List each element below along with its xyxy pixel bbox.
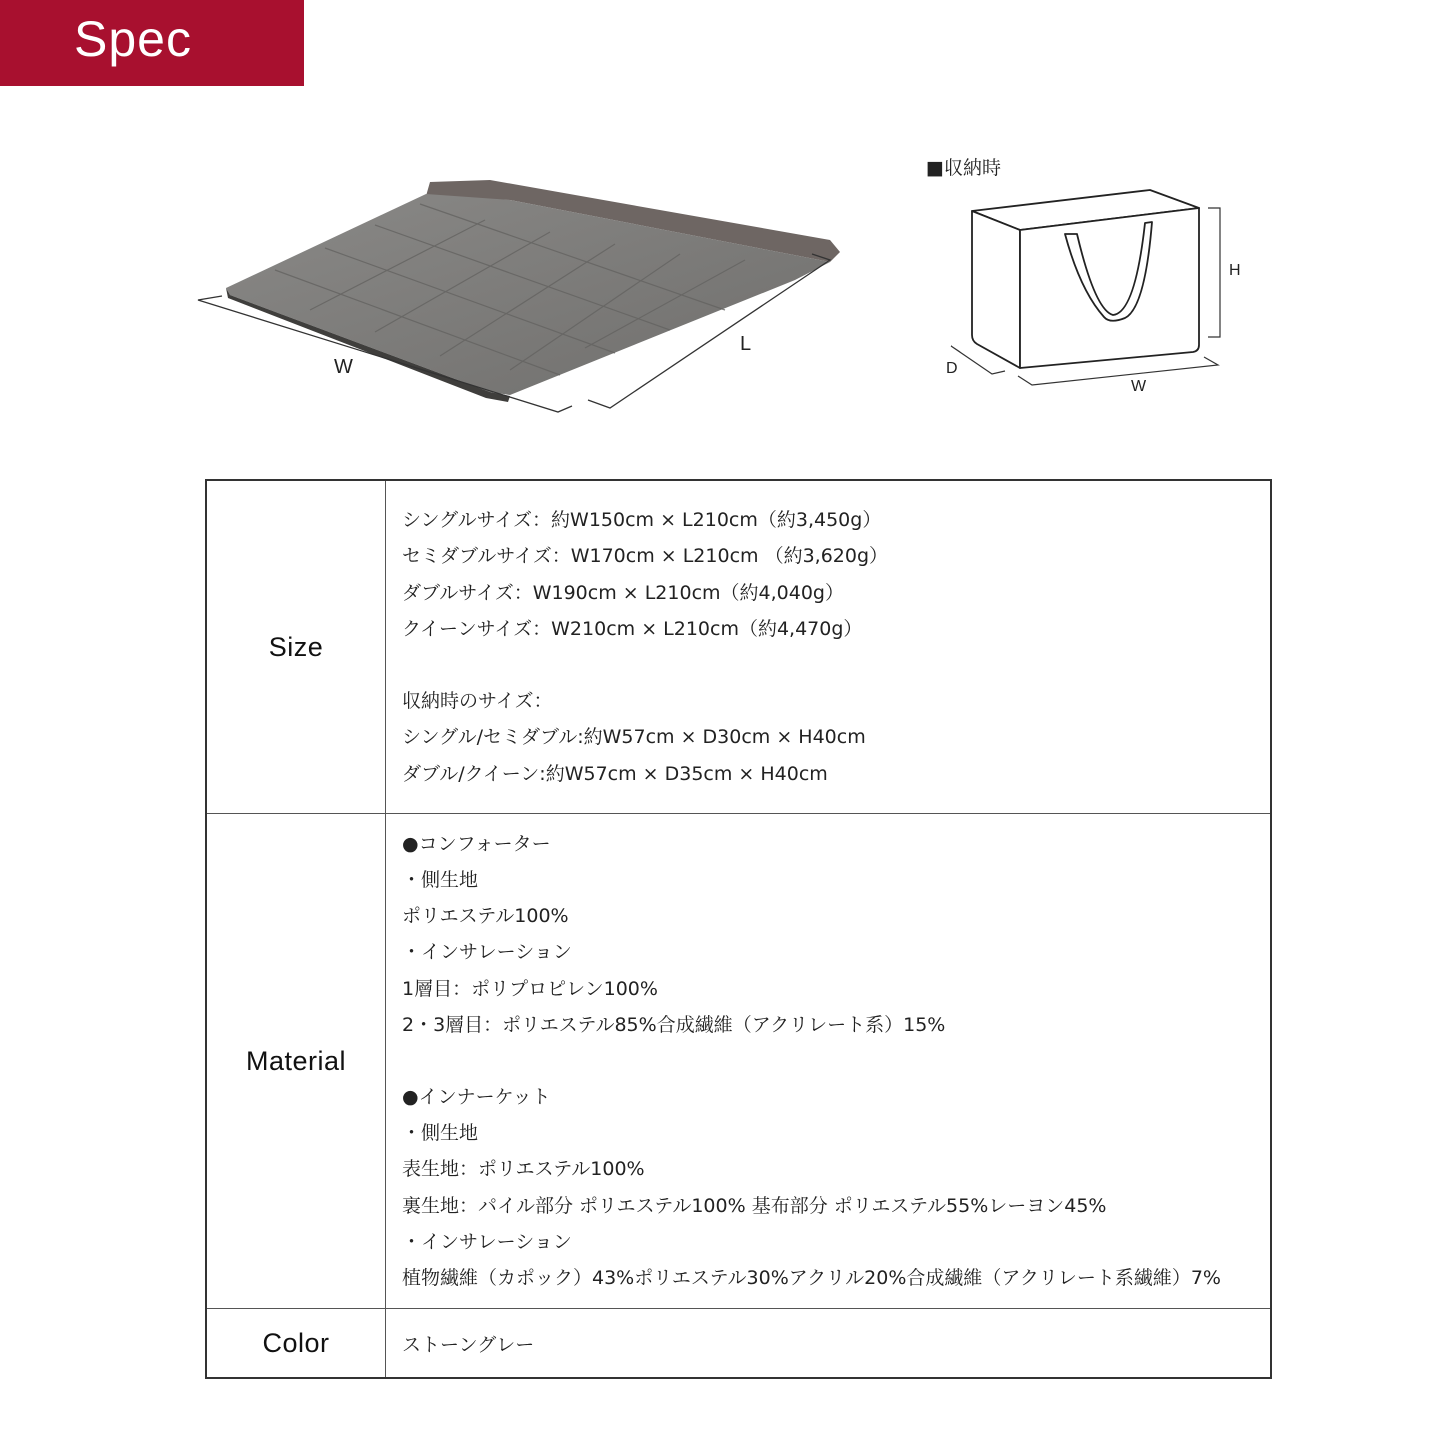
size-label: Size	[206, 480, 386, 814]
comforter-width-label: W	[334, 356, 353, 378]
comforter-illustration-icon	[190, 170, 840, 420]
spec-banner	[0, 0, 304, 86]
spacer	[402, 647, 1254, 683]
color-label: Color	[206, 1309, 386, 1379]
bag-height-label: H	[1229, 262, 1241, 279]
bag-depth-label: D	[946, 360, 958, 377]
storage-bag-illustration-icon	[920, 180, 1260, 400]
comforter-length-label: L	[740, 333, 752, 355]
material-line: ポリエステル100%	[402, 905, 569, 928]
material-line: 裏生地：パイル部分 ポリエステル100% 基布部分 ポリエステル55%レーヨン45%	[402, 1194, 1107, 1217]
material-line: 植物繊維（カポック）43%ポリエステル30%アクリル20%合成繊維（アクリレート系繊維）7%	[402, 1267, 1221, 1290]
material-line: ●インナーケット	[402, 1086, 551, 1109]
spec-title: Spec	[74, 11, 192, 67]
material-line: ・側生地	[402, 868, 479, 891]
size-line: シングルサイズ：約W150cm × L210cm（約3,450g）	[402, 509, 882, 532]
material-label: Material	[206, 814, 386, 1309]
spec-row-color	[206, 1309, 1271, 1379]
material-line: 表生地：ポリエステル100%	[402, 1158, 645, 1181]
bag-width-label: W	[1131, 378, 1147, 395]
material-line: ・インサレーション	[402, 1230, 572, 1253]
material-line: 1層目：ポリプロピレン100%	[402, 977, 658, 1000]
material-line: ・側生地	[402, 1122, 479, 1145]
spec-row-material	[206, 814, 1271, 1309]
stowed-figure-title: ■収納時	[926, 157, 1001, 179]
color-value: ストーングレー	[386, 1309, 1272, 1379]
size-line: クイーンサイズ：W210cm × L210cm（約4,470g）	[402, 617, 863, 640]
material-line: 2・3層目：ポリエステル85%合成繊維（アクリレート系）15%	[402, 1013, 946, 1036]
size-line: セミダブルサイズ：W170cm × L210cm （約3,620g）	[402, 545, 889, 568]
stowed-size-heading: 収納時のサイズ：	[402, 690, 553, 713]
size-line: シングル/セミダブル:約W57cm × D30cm × H40cm	[402, 726, 866, 749]
size-line: ダブルサイズ：W190cm × L210cm（約4,040g）	[402, 581, 844, 604]
material-values	[386, 814, 1272, 1309]
size-values	[386, 480, 1272, 814]
material-line: ●コンフォーター	[402, 832, 551, 855]
spec-table	[205, 479, 1272, 1379]
material-line: ・インサレーション	[402, 941, 572, 964]
size-line: ダブル/クイーン:約W57cm × D35cm × H40cm	[402, 762, 828, 785]
spec-row-size	[206, 480, 1271, 814]
spacer	[402, 1043, 1254, 1079]
